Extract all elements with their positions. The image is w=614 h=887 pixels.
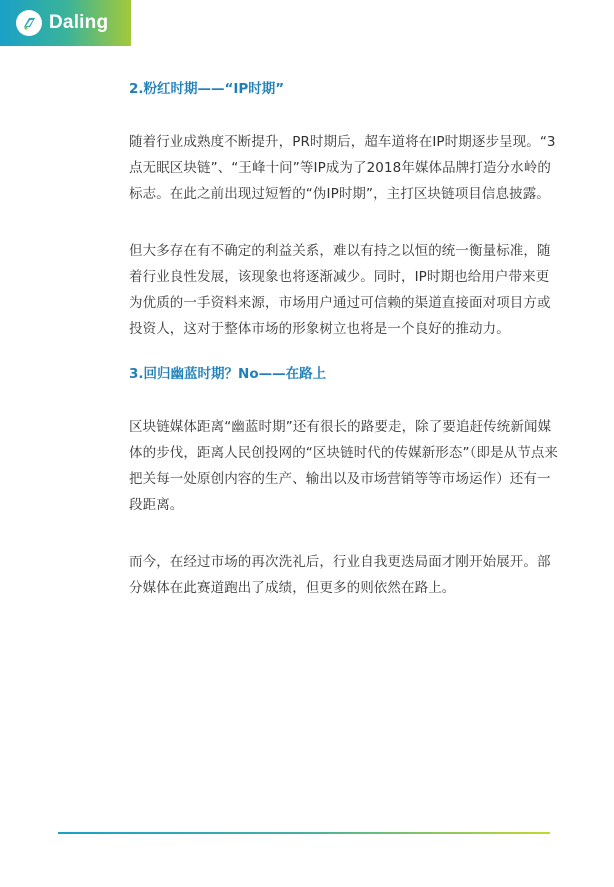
daling-mark-icon bbox=[20, 14, 38, 32]
brand-name: Daling bbox=[49, 12, 109, 33]
brand-header bbox=[0, 0, 131, 46]
paragraph-ip-era-benefits: 但大多存在有不确定的利益关系，难以有持之以恒的统一衡量标准，随着行业良性发展，该现象也将逐渐减少。同时，IP时期也给用户带来更为优质的一手资料来源，市场用户通过可信赖的渠道直接面对项目方或投资人，这对于整体市场的形象树立也将是一个良好的推动力。 bbox=[129, 243, 551, 337]
section-heading-return-blue: 3.回归幽蓝时期？No——在路上 bbox=[129, 366, 327, 382]
paragraph-blue-era-distance: 区块链媒体距离“幽蓝时期”还有很长的路要走，除了要追赶传统新闻媒体的步伐，距离人民创投网的“区块链时代的传媒新形态”（即是从节点来把关每一处原创内容的生产、输出以及市场营销等等市场运作）还有一段距离。 bbox=[129, 419, 559, 513]
footer-gradient-rule bbox=[58, 832, 550, 834]
section-heading-pink-ip: 2.粉红时期——“IP时期” bbox=[129, 81, 285, 97]
daling-logo-icon bbox=[16, 10, 42, 36]
paragraph-on-the-road: 而今，在经过市场的再次洗礼后，行业自我更迭局面才刚开始展开。部分媒体在此赛道跑出了成绩，但更多的则依然在路上。 bbox=[129, 554, 551, 596]
paragraph-ip-era-intro: 随着行业成熟度不断提升，PR时期后，超车道将在IP时期逐步呈现。“3点无眠区块链”、“王峰十问”等IP成为了2018年媒体品牌打造分水岭的标志。在此之前出现过短暂的“伪IP时期”，主打区块链项目信息披露。 bbox=[129, 134, 556, 202]
article-body bbox=[129, 78, 559, 601]
